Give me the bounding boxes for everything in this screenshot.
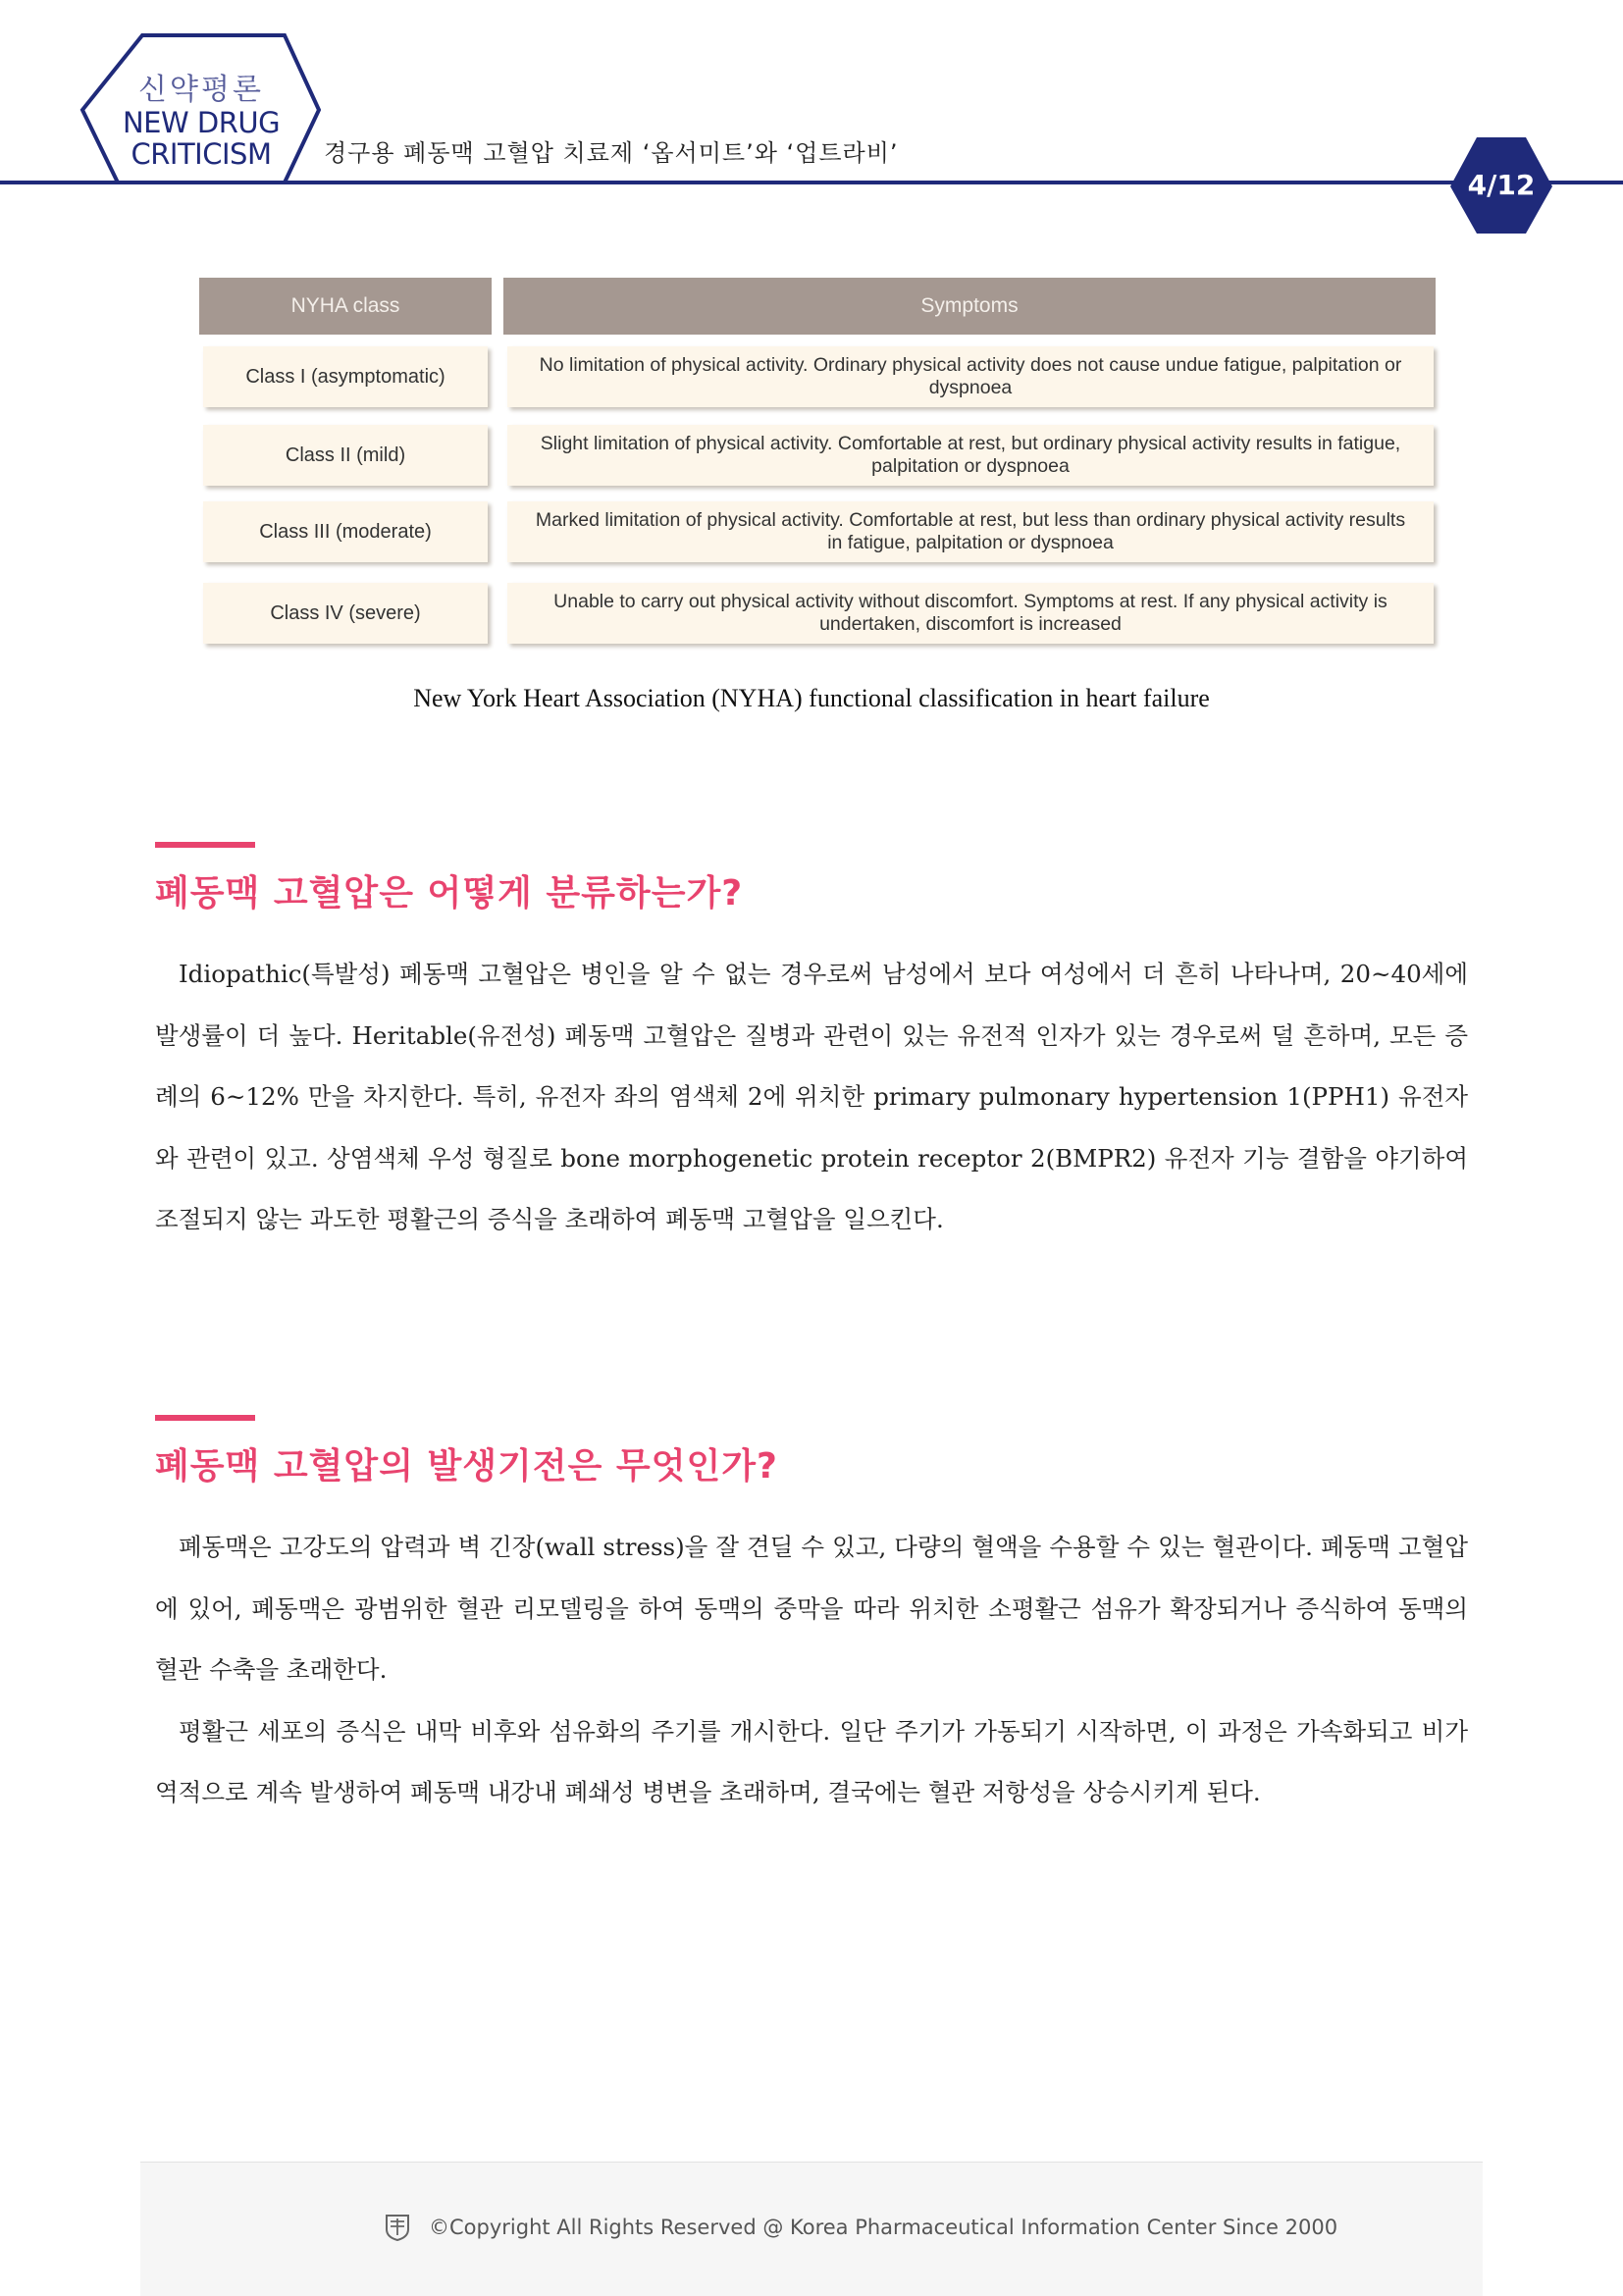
kpic-emblem-icon: [385, 2214, 410, 2241]
section1-title: 폐동맥 고혈압은 어떻게 분류하는가?: [155, 873, 744, 913]
table-row-symptom: Unable to carry out physical activity without discomfort. Symptoms at rest. If any physical activity is undertaken, discomfort is increased: [507, 583, 1434, 644]
table-caption: New York Heart Association (NYHA) functional classification in heart failure: [413, 684, 1210, 712]
nyha-classification-table: [199, 278, 1436, 651]
table-row-symptom: Marked limitation of physical activity. Comfortable at rest, but less than ordinary physical activity results in fatigue, palpitation or dyspnoea: [507, 501, 1434, 562]
section1-accent-bar: [155, 842, 255, 848]
table-row-class: Class IV (severe): [203, 583, 488, 644]
page-number: 4/12: [1467, 169, 1536, 201]
table-row-symptom: No limitation of physical activity. Ordinary physical activity does not cause undue fatigue, palpitation or dyspnoea: [507, 346, 1434, 407]
logo-english-line2: CRITICISM: [131, 137, 272, 171]
section2-title: 폐동맥 고혈압의 발생기전은 무엇인가?: [155, 1446, 778, 1487]
page-header: [0, 0, 1623, 235]
table-row-class: Class I (asymptomatic): [203, 346, 488, 407]
logo-korean: 신약평론: [138, 73, 264, 107]
copyright-text: ©Copyright All Rights Reserved @ Korea Pharmaceutical Information Center Since 2000: [429, 2216, 1338, 2239]
logo-english-line1: NEW DRUG: [122, 106, 281, 139]
table-header-class: NYHA class: [199, 278, 492, 335]
section2-accent-bar: [155, 1415, 255, 1421]
table-row-class: Class II (mild): [203, 425, 488, 486]
table-header-symptoms: Symptoms: [503, 278, 1436, 335]
section2-paragraph: 폐동맥은 고강도의 압력과 벽 긴장(wall stress)을 잘 견딜 수 있고, 다량의 혈액을 수용할 수 있는 혈관이다. 폐동맥 고혈압에 있어, 폐동맥은 광범위한 혈관 리모델링을 하여 동맥의 중막을 따라 위치한 소평활근 섬유가 확장되거나 증식하여 동맥의 혈관 수축을 초래한다.: [155, 1533, 1468, 1684]
section2-body: [155, 1517, 1468, 1824]
table-row-symptom: Slight limitation of physical activity. Comfortable at rest, but ordinary physical activity results in fatigue, palpitation or dyspnoea: [507, 425, 1434, 486]
section1-body: [155, 944, 1468, 1251]
section1-paragraph: Idiopathic(특발성) 폐동맥 고혈압은 병인을 알 수 없는 경우로써 남성에서 보다 여성에서 더 흔히 나타나며, 20~40세에 발생률이 더 높다. Heritable(유전성) 폐동맥 고혈압은 질병과 관련이 있는 유전적 인자가 있는 경우로써 덜 흔하며, 모든 증례의 6~12% 만을 차지한다. 특히, 유전자 좌의 염색체 2에 위치한 primary pulmonary hypertension 1(PPH1) 유전자와 관련이 있고. 상염색체 우성 형질로 bone morphogenetic protein receptor 2(BMPR2) 유전자 기능 결함을 야기하여 조절되지 않는 과도한 평활근의 증식을 초래하여 폐동맥 고혈압을 일으킨다.: [155, 960, 1468, 1233]
table-row-class: Class III (moderate): [203, 501, 488, 562]
section2-paragraph: 평활근 세포의 증식은 내막 비후와 섬유화의 주기를 개시한다. 일단 주기가 가동되기 시작하면, 이 과정은 가속화되고 비가역적으로 계속 발생하여 폐동맥 내강내 폐쇄성 병변을 초래하며, 결국에는 혈관 저항성을 상승시키게 된다.: [155, 1716, 1468, 1806]
document-title: 경구용 폐동맥 고혈압 치료제 ‘옵서미트’와 ‘업트라비’: [324, 139, 899, 167]
